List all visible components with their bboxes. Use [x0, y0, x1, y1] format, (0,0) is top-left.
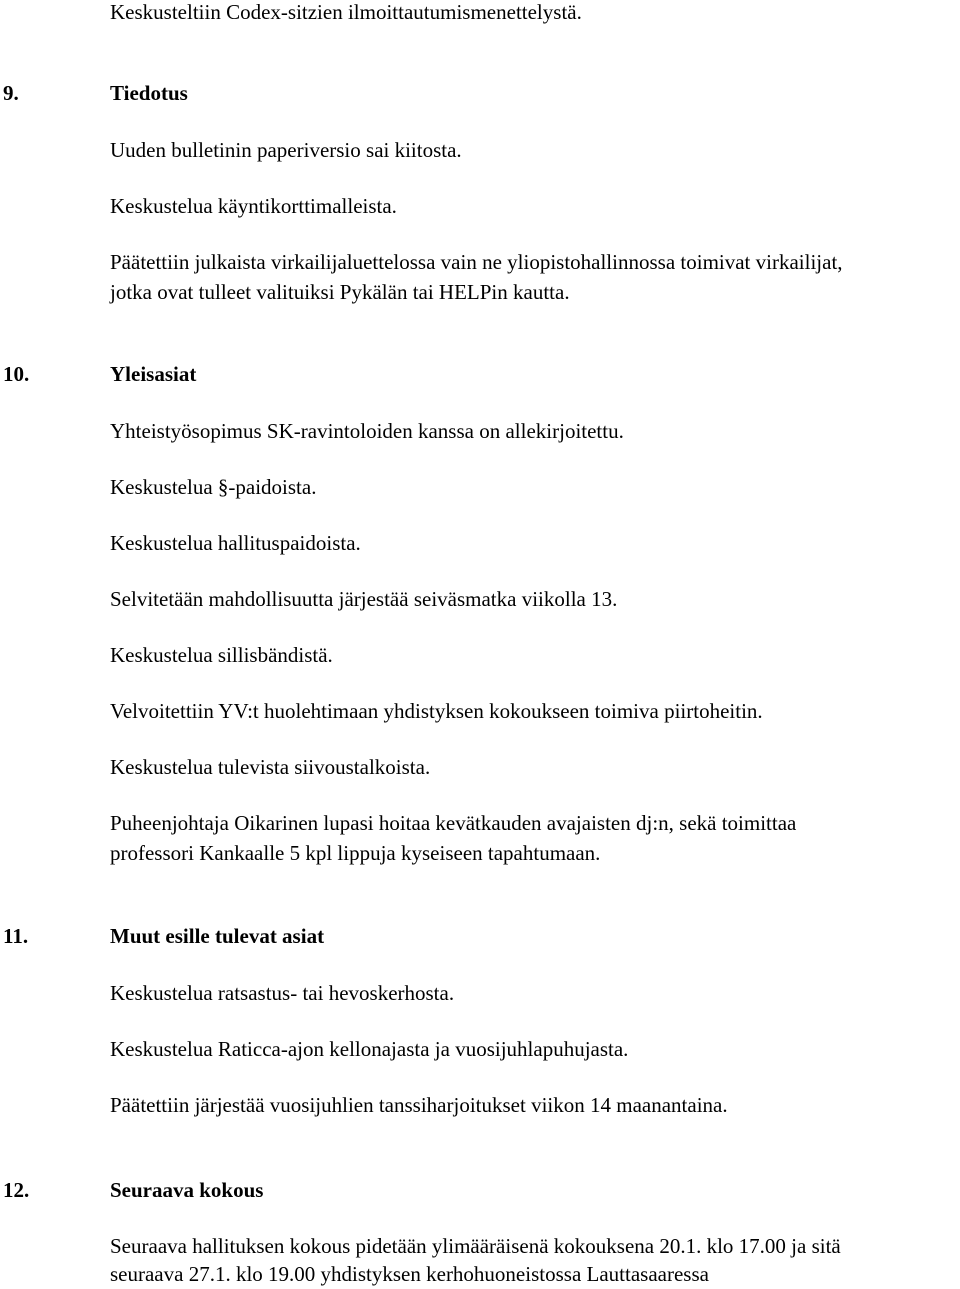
paragraph: Keskustelua §-paidoista.: [110, 475, 317, 499]
paragraph: Päätettiin järjestää vuosijuhlien tanssiharjoitukset viikon 14 maanantaina.: [110, 1093, 728, 1117]
paragraph: Keskustelua ratsastus- tai hevoskerhosta.: [110, 981, 455, 1005]
paragraph: seuraava 27.1. klo 19.00 yhdistyksen kerhohuoneistossa Lauttasaaressa: [110, 1262, 709, 1286]
paragraph: Keskustelua sillisbändistä.: [110, 643, 333, 667]
section-number: 11.: [3, 924, 29, 948]
paragraph: Velvoitettiin YV:t huolehtimaan yhdistyksen kokoukseen toimiva piirtoheitin.: [110, 699, 763, 723]
section-title: Muut esille tulevat asiat: [110, 924, 325, 948]
paragraph: Keskustelua tulevista siivoustalkoista.: [110, 755, 431, 779]
paragraph: Yhteistyösopimus SK-ravintoloiden kanssa on allekirjoitettu.: [110, 419, 624, 443]
section-number: 10.: [3, 362, 30, 386]
paragraph: Keskustelua hallituspaidoista.: [110, 531, 361, 555]
paragraph: Puheenjohtaja Oikarinen lupasi hoitaa kevätkauden avajaisten dj:n, sekä toimittaa: [110, 811, 797, 835]
intro-line: Keskusteltiin Codex-sitzien ilmoittautumismenettelystä.: [110, 0, 582, 24]
paragraph: jotka ovat tulleet valituiksi Pykälän tai HELPin kautta.: [110, 280, 570, 304]
paragraph: Keskustelua käyntikorttimalleista.: [110, 194, 397, 218]
paragraph: Selvitetään mahdollisuutta järjestää seiväsmatka viikolla 13.: [110, 587, 618, 611]
paragraph: Keskustelua Raticca-ajon kellonajasta ja vuosijuhlapuhujasta.: [110, 1037, 629, 1061]
section-title: Seuraava kokous: [110, 1178, 264, 1202]
section-number: 12.: [3, 1178, 30, 1202]
paragraph: Seuraava hallituksen kokous pidetään ylimääräisenä kokouksena 20.1. klo 17.00 ja sitä: [110, 1234, 841, 1258]
paragraph: Uuden bulletinin paperiversio sai kiitosta.: [110, 138, 462, 162]
section-title: Yleisasiat: [110, 362, 197, 386]
section-title: Tiedotus: [110, 81, 188, 105]
section-number: 9.: [3, 81, 19, 105]
paragraph: professori Kankaalle 5 kpl lippuja kyseiseen tapahtumaan.: [110, 841, 601, 865]
paragraph: Päätettiin julkaista virkailijaluettelossa vain ne yliopistohallinnossa toimivat virkailijat,: [110, 250, 843, 274]
